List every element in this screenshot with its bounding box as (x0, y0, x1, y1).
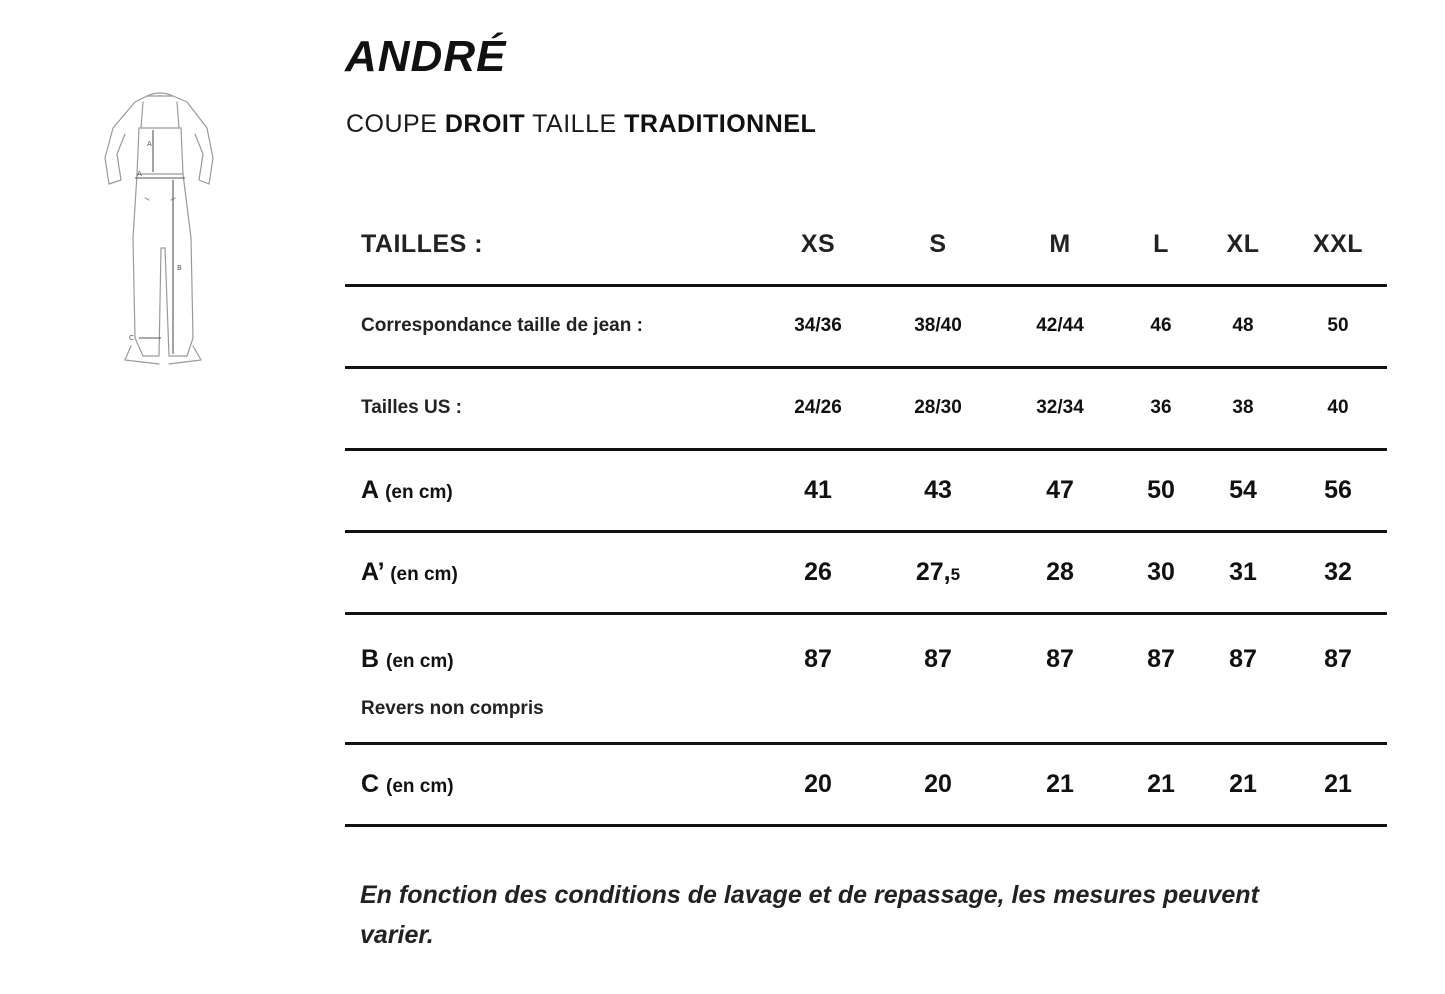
size-chart-table (345, 205, 1387, 827)
table-cell (881, 531, 995, 613)
row-label-unit: (en cm) (386, 775, 454, 797)
row-label (345, 449, 755, 531)
bib-outline (137, 128, 183, 174)
row-label-letter: A’ (361, 557, 384, 586)
trousers-outline (133, 174, 193, 356)
row-label: Correspondance taille de jean : (345, 285, 755, 367)
table-cell: 38/40 (881, 285, 995, 367)
measure-a-prime-row (345, 531, 1387, 613)
table-cell: 32/34 (995, 367, 1125, 449)
table-cell: 87 (1125, 613, 1197, 743)
row-label-letter: A (361, 475, 379, 504)
table-cell: 50 (1125, 449, 1197, 531)
table-cell: 87 (1289, 613, 1387, 743)
cut-label: COUPE (346, 110, 438, 138)
product-title: ANDRÉ (345, 32, 507, 81)
size-header-xxl: XXL (1289, 205, 1387, 285)
row-label-letter: C (361, 769, 380, 798)
measure-b-row (345, 613, 1387, 743)
product-fit-description (346, 110, 816, 139)
table-cell: 28 (995, 531, 1125, 613)
table-cell: 46 (1125, 285, 1197, 367)
table-cell: 26 (755, 531, 881, 613)
size-header-s: S (881, 205, 995, 285)
measure-c-row (345, 743, 1387, 825)
table-cell: 31 (1197, 531, 1289, 613)
svg-text:A': A' (147, 140, 154, 148)
table-cell: 34/36 (755, 285, 881, 367)
table-cell: 41 (755, 449, 881, 531)
size-header-m: M (995, 205, 1125, 285)
row-label-letter: B (361, 644, 380, 673)
row-label-unit: (en cm) (390, 563, 458, 585)
value-integer: 27, (915, 557, 951, 586)
table-cell: 21 (1197, 743, 1289, 825)
size-header-xs: XS (755, 205, 881, 285)
us-size-row (345, 367, 1387, 449)
size-header-xl: XL (1197, 205, 1289, 285)
cut-value: DROIT (444, 110, 526, 138)
jean-size-row (345, 285, 1387, 367)
table-cell: 40 (1289, 367, 1387, 449)
row-label (345, 613, 755, 743)
svg-text:B: B (177, 264, 182, 272)
table-cell: 20 (755, 743, 881, 825)
row-label (345, 743, 755, 825)
size-header-row (345, 205, 1387, 285)
waist-value: TRADITIONNEL (624, 110, 817, 138)
measure-a-row (345, 449, 1387, 531)
table-cell: 32 (1289, 531, 1387, 613)
size-header-l: L (1125, 205, 1197, 285)
table-cell: 43 (881, 449, 995, 531)
table-cell: 87 (755, 613, 881, 743)
table-cell: 21 (995, 743, 1125, 825)
table-cell: 50 (1289, 285, 1387, 367)
waist-label: TAILLE (532, 110, 617, 138)
svg-text:C: C (129, 334, 134, 342)
table-cell: 87 (995, 613, 1125, 743)
table-cell: 42/44 (995, 285, 1125, 367)
table-cell: 36 (1125, 367, 1197, 449)
table-cell: 87 (1197, 613, 1289, 743)
table-cell: 24/26 (755, 367, 881, 449)
table-cell: 38 (1197, 367, 1289, 449)
overalls-measurement-illustration (95, 88, 225, 373)
strap-left (141, 102, 143, 128)
row-label-note: Revers non compris (361, 697, 544, 719)
svg-text:A: A (137, 170, 142, 178)
sizes-header-label: TAILLES : (345, 205, 755, 285)
table-cell: 54 (1197, 449, 1289, 531)
table-cell: 21 (1125, 743, 1197, 825)
row-label (345, 531, 755, 613)
table-cell: 56 (1289, 449, 1387, 531)
strap-right (177, 102, 179, 128)
value-decimal: 5 (950, 564, 961, 584)
table-cell: 48 (1197, 285, 1289, 367)
table-cell: 30 (1125, 531, 1197, 613)
row-label-unit: (en cm) (386, 650, 454, 672)
table-cell: 20 (881, 743, 995, 825)
table-cell: 21 (1289, 743, 1387, 825)
table-cell: 28/30 (881, 367, 995, 449)
table-cell: 47 (995, 449, 1125, 531)
measurement-disclaimer: En fonction des conditions de lavage et de repassage, les mesures peuvent varier. (360, 881, 1259, 949)
row-label-unit: (en cm) (385, 481, 453, 503)
table-cell: 87 (881, 613, 995, 743)
row-label: Tailles US : (345, 367, 755, 449)
